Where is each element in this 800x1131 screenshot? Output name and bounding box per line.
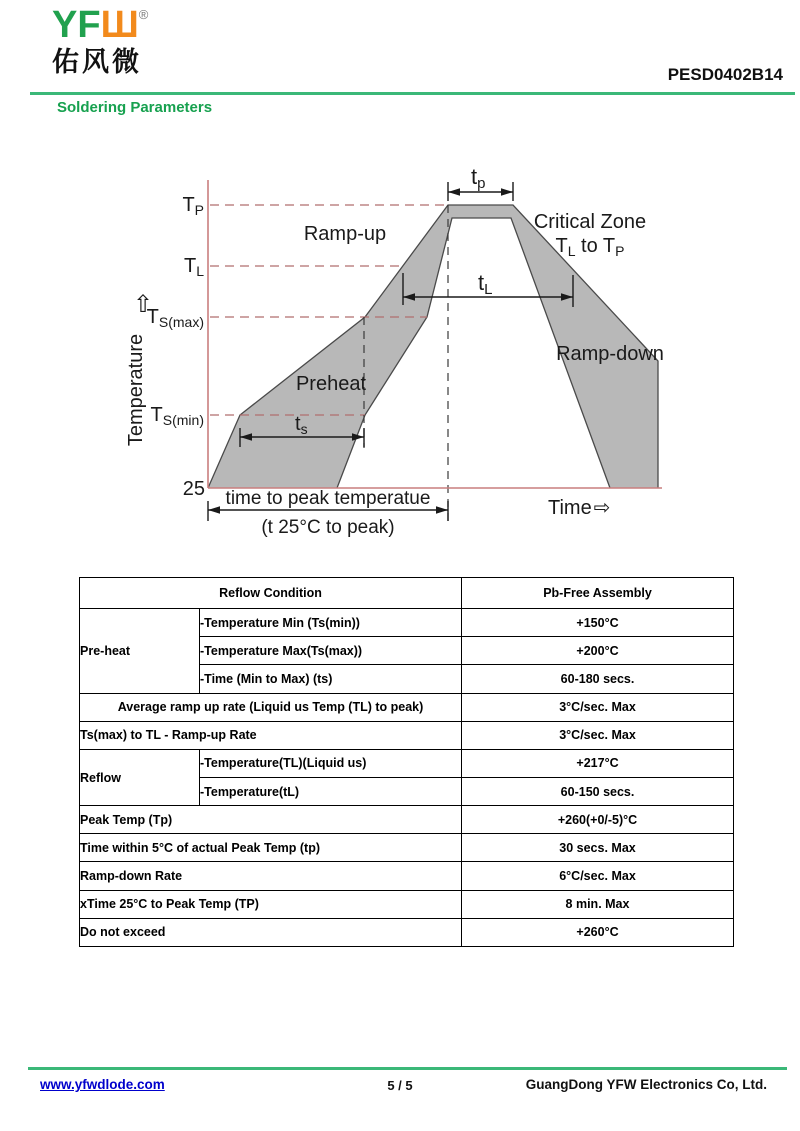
logo-w-mark: Ш bbox=[100, 4, 139, 46]
tsmin-axis-label: $T_{S(min)}$ bbox=[150, 404, 204, 428]
website-link[interactable]: www.yfwdlode.com bbox=[40, 1077, 165, 1092]
table-row bbox=[80, 918, 734, 946]
table-row bbox=[80, 890, 734, 918]
origin-label: 25 bbox=[182, 478, 205, 500]
tp-dim-label: tp bbox=[471, 164, 486, 192]
value-cell: 60-150 secs. bbox=[462, 778, 734, 806]
table-row bbox=[80, 749, 734, 777]
condition-cell: Peak Temp (Tp) bbox=[80, 806, 462, 834]
tsmax-axis-label: $T_{S(max)}$ bbox=[146, 306, 204, 330]
value-cell: 30 secs. Max bbox=[462, 834, 734, 862]
ts-dim-label: $t_s$ bbox=[295, 413, 308, 437]
condition-cell: xTime 25°C to Peak Temp (TP) bbox=[80, 890, 462, 918]
time-to-peak-sublabel: (t 25°C to peak) bbox=[261, 517, 395, 538]
header-divider bbox=[30, 92, 795, 95]
page-title: Soldering Parameters bbox=[57, 99, 213, 116]
x-axis-title: Time ⇨ bbox=[548, 495, 611, 519]
value-cell: 60-180 secs. bbox=[462, 665, 734, 693]
value-cell: 3°C/sec. Max bbox=[462, 693, 734, 721]
table-row bbox=[80, 721, 734, 749]
company-name: GuangDong YFW Electronics Co, Ltd. bbox=[525, 1077, 767, 1092]
table-row bbox=[80, 806, 734, 834]
condition-cell: -Temperature Max(Ts(max)) bbox=[200, 637, 462, 665]
table-row bbox=[80, 834, 734, 862]
tl-dim-label: tL bbox=[478, 270, 493, 298]
table-row bbox=[80, 693, 734, 721]
footer-divider bbox=[28, 1067, 787, 1070]
table-row bbox=[80, 862, 734, 890]
logo-yf-text: YF bbox=[52, 4, 101, 46]
condition-cell: -Temperature(TL)(Liquid us) bbox=[200, 749, 462, 777]
condition-cell: Do not exceed bbox=[80, 918, 462, 946]
ramp-up-label: Ramp-up bbox=[303, 223, 387, 245]
col-header-pb-free: Pb-Free Assembly bbox=[462, 578, 734, 609]
condition-cell: -Temperature Min (Ts(min)) bbox=[200, 609, 462, 637]
group-cell-reflow: Reflow bbox=[80, 749, 200, 805]
value-cell: 3°C/sec. Max bbox=[462, 721, 734, 749]
up-arrow-icon: ⇧ bbox=[132, 290, 154, 318]
time-to-peak-label: time to peak temperatue bbox=[225, 488, 431, 509]
registered-trademark-icon: ® bbox=[138, 7, 149, 22]
value-cell: +200°C bbox=[462, 637, 734, 665]
reflow-condition-table bbox=[79, 577, 734, 947]
page-number: 5 / 5 bbox=[387, 1078, 413, 1093]
condition-cell: Average ramp up rate (Liquid us Temp (TL) to peak) bbox=[80, 693, 462, 721]
col-header-reflow-condition: Reflow Condition bbox=[80, 578, 462, 609]
critical-zone-sublabel: $T_L$ to $T_P$ bbox=[555, 235, 625, 259]
value-cell: +260°C bbox=[462, 918, 734, 946]
value-cell: +150°C bbox=[462, 609, 734, 637]
table-header-row bbox=[80, 578, 734, 609]
part-number: PESD0402B14 bbox=[667, 65, 783, 84]
condition-cell: -Time (Min to Max) (ts) bbox=[200, 665, 462, 693]
tl-axis-label: $T_L$ bbox=[183, 255, 204, 279]
preheat-label: Preheat bbox=[295, 373, 367, 395]
value-cell: 8 min. Max bbox=[462, 890, 734, 918]
condition-cell: -Temperature(tL) bbox=[200, 778, 462, 806]
condition-cell: Time within 5°C of actual Peak Temp (tp) bbox=[80, 834, 462, 862]
company-logo bbox=[52, 6, 148, 76]
critical-zone-label: Critical Zone bbox=[533, 211, 647, 233]
value-cell: +260(+0/-5)°C bbox=[462, 806, 734, 834]
ramp-down-label: Ramp-down bbox=[556, 343, 664, 365]
logo-wordmark bbox=[52, 6, 148, 44]
value-cell: +217°C bbox=[462, 749, 734, 777]
logo-chinese-name: 佑风微 bbox=[52, 47, 142, 78]
group-cell-preheat: Pre-heat bbox=[80, 609, 200, 693]
tp-axis-label: $T_P$ bbox=[182, 194, 204, 218]
reflow-profile-diagram bbox=[0, 140, 800, 560]
value-cell: 6°C/sec. Max bbox=[462, 862, 734, 890]
table-row bbox=[80, 609, 734, 637]
condition-cell: Ramp-down Rate bbox=[80, 862, 462, 890]
condition-cell: Ts(max) to TL - Ramp-up Rate bbox=[80, 721, 462, 749]
y-axis-title: Temperature bbox=[125, 333, 147, 447]
